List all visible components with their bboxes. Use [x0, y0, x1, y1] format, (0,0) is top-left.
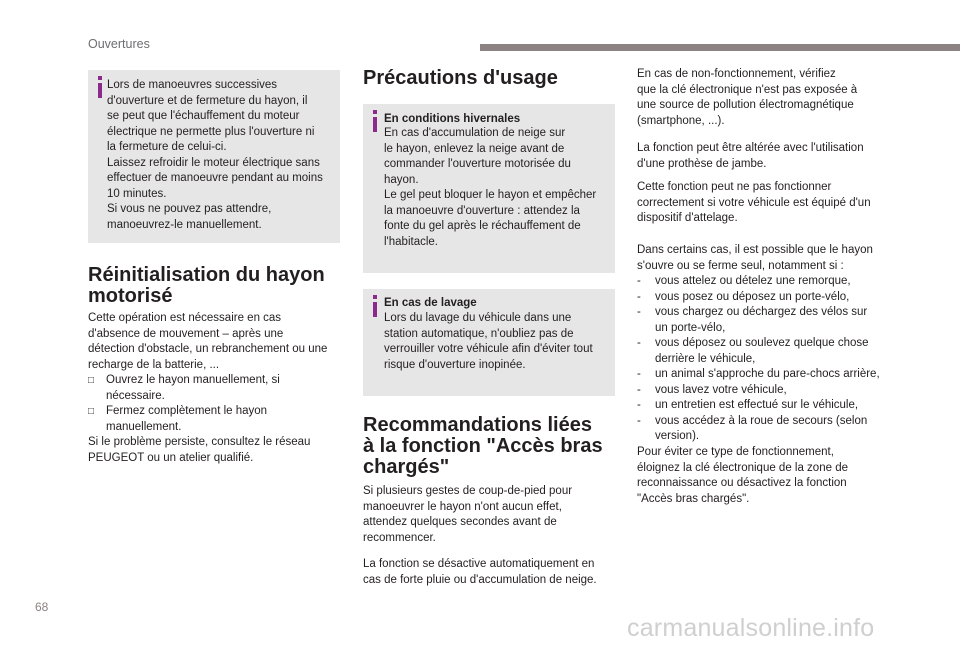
note-washing-text: Lors du lavage du véhicule dans une station automatique, n'oubliez pas de verrouiller votre véhicule afin d'éviter tout risque d'ouverture inopinée. — [384, 312, 593, 371]
col3-para-5: Pour éviter ce type de fonctionnement, éloignez la clé électronique de la zone de reconnaissance ou désactivez la fonction "Accès bras chargés". — [637, 446, 848, 505]
section-header-title: Ouvertures — [88, 37, 150, 51]
info-icon — [368, 295, 382, 317]
col3-para-3: Cette fonction peut ne pas fonctionner correctement si votre véhicule est équipé d'un dispositif d'attelage. — [637, 181, 871, 224]
recommendations-para-2: La fonction se désactive automatiquement en cas de forte pluie ou d'accumulation de neige. — [363, 558, 597, 586]
section-title-recommendations: Recommandations liées à la fonction "Accès bras chargés" — [363, 414, 603, 478]
auto-open-causes-list — [637, 274, 899, 445]
section-title-precautions: Précautions d'usage — [363, 67, 558, 89]
list-item: - un animal s'approche du pare-chocs arrière, — [637, 368, 880, 380]
recommendations-para-1: Si plusieurs gestes de coup-de-pied pour manoeuvrer le hayon n'ont aucun effet, attendez quelques secondes avant de recommencer. — [363, 485, 573, 544]
info-icon — [93, 76, 107, 98]
list-item: - un entretien est effectué sur le véhicule, — [637, 399, 859, 411]
note-winter-heading: En conditions hivernales — [384, 113, 521, 125]
note-washing — [363, 289, 615, 396]
col3-para-4: Dans certains cas, il est possible que le hayon s'ouvre ou se ferme seul, notamment si : — [637, 244, 873, 272]
check-box-icon: □ — [88, 375, 95, 386]
note-winter — [363, 104, 615, 273]
list-item: □ Ouvrez le hayon manuellement, si nécessaire. — [88, 374, 280, 402]
info-icon — [368, 110, 382, 132]
note-thermal-text: Lors de manoeuvres successives d'ouverture et de fermeture du hayon, il se peut que l'échauffement du moteur électrique ne permette plus l'ouverture ni la fermeture de celui-ci. Laissez refroidir le moteur électrique sans effectuer de manoeuvre pendant au moins 10 minutes. Si vous ne pouvez pas attendre, manoeuvrez-le manuellement. — [107, 79, 323, 231]
reset-intro-text: Cette opération est nécessaire en cas d'absence de mouvement – après une détection d'obstacle, un rebranchement ou une recharge de la batterie, ... — [88, 312, 328, 371]
watermark: carmanualsonline.info — [627, 614, 875, 642]
note-thermal-protection — [88, 70, 340, 243]
list-item: - vous attelez ou dételez une remorque, — [637, 275, 851, 287]
header-bar — [480, 44, 960, 51]
reset-outro-text: Si le problème persiste, consultez le réseau PEUGEOT ou un atelier qualifié. — [88, 436, 311, 464]
list-item: - vous accédez à la roue de secours (selon version). — [637, 414, 868, 442]
col3-para-1: En cas de non-fonctionnement, vérifiez que la clé électronique n'est pas exposée à une source de pollution électromagnétique (smartphone, ...). — [637, 68, 858, 127]
list-item: □ Fermez complètement le hayon manuellement. — [88, 405, 268, 433]
note-washing-heading: En cas de lavage — [384, 297, 477, 309]
reset-steps-list — [88, 373, 348, 435]
list-item: - vous déposez ou soulevez quelque chose derrière le véhicule, — [637, 337, 869, 365]
list-item: - vous chargez ou déchargez des vélos sur un porte-vélo, — [637, 306, 868, 334]
col3-para-2: La fonction peut être altérée avec l'utilisation d'une prothèse de jambe. — [637, 142, 864, 170]
check-box-icon: □ — [88, 406, 95, 417]
list-item: - vous lavez votre véhicule, — [637, 383, 787, 396]
list-item: - vous posez ou déposez un porte-vélo, — [637, 290, 850, 303]
page-number: 68 — [35, 600, 49, 614]
note-winter-text: En cas d'accumulation de neige sur le hayon, enlevez la neige avant de commander l'ouverture motorisée du hayon. Le gel peut bloquer le hayon et empêcher la manoeuvre d'ouverture : attendez la fonte du gel après le réchauffement de l'habitacle. — [384, 127, 597, 248]
section-title-reset: Réinitialisation du hayon motorisé — [88, 264, 325, 307]
